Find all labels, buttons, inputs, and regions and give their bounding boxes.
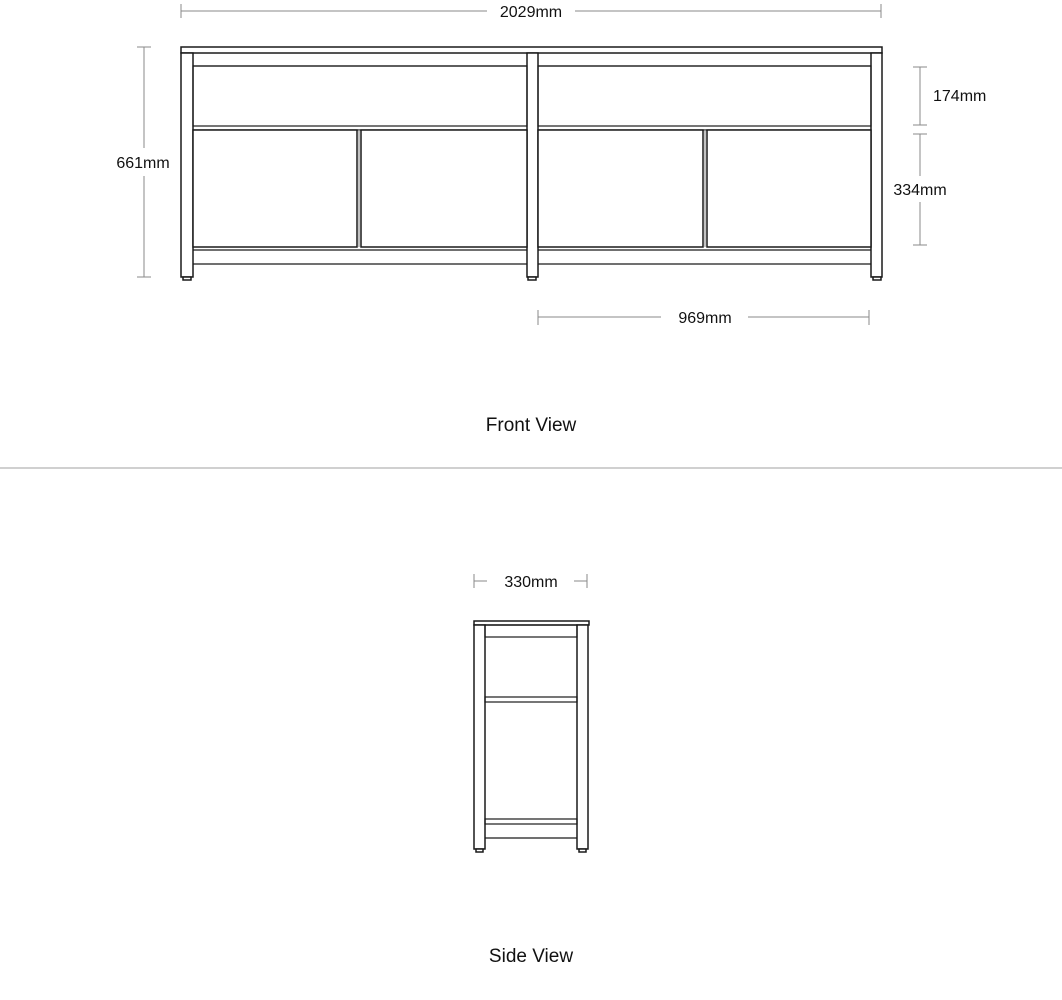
bay-width-label: 969mm (678, 310, 732, 327)
foot (183, 277, 191, 280)
overall-width-label: 2029mm (499, 4, 563, 21)
drawer-height-label: 174mm (933, 88, 987, 105)
depth-label: 330mm (504, 574, 558, 591)
side-view-caption: Side View (488, 946, 574, 967)
lower-rail (485, 819, 577, 824)
left-post (181, 53, 193, 277)
door-4 (707, 130, 871, 247)
front-view (116, 4, 986, 436)
foot (579, 849, 586, 852)
overall-height-dimension (116, 47, 169, 277)
right-post (871, 53, 882, 277)
upper-rail (485, 625, 577, 637)
side-view (474, 574, 589, 967)
door-height-dimension (893, 134, 946, 245)
middle-rail (485, 697, 577, 702)
foot (528, 277, 536, 280)
left-drawer (193, 66, 527, 126)
drawer-height-dimension (913, 67, 986, 125)
door-1 (193, 130, 357, 247)
overall-height-label: 661mm (116, 155, 170, 172)
back-leg (577, 625, 588, 849)
overall-width-dimension (181, 4, 881, 21)
bay-width-dimension (538, 310, 869, 327)
front-leg (474, 625, 485, 849)
foot (873, 277, 881, 280)
depth-dimension (474, 574, 587, 591)
foot (476, 849, 483, 852)
door-3 (538, 130, 703, 247)
credenza-front (181, 47, 882, 280)
center-post (527, 53, 538, 277)
top-panel (181, 47, 882, 53)
credenza-side (474, 621, 589, 852)
front-view-caption: Front View (485, 415, 577, 436)
door-2 (361, 130, 527, 247)
right-drawer (538, 66, 871, 126)
door-height-label: 334mm (893, 182, 947, 199)
